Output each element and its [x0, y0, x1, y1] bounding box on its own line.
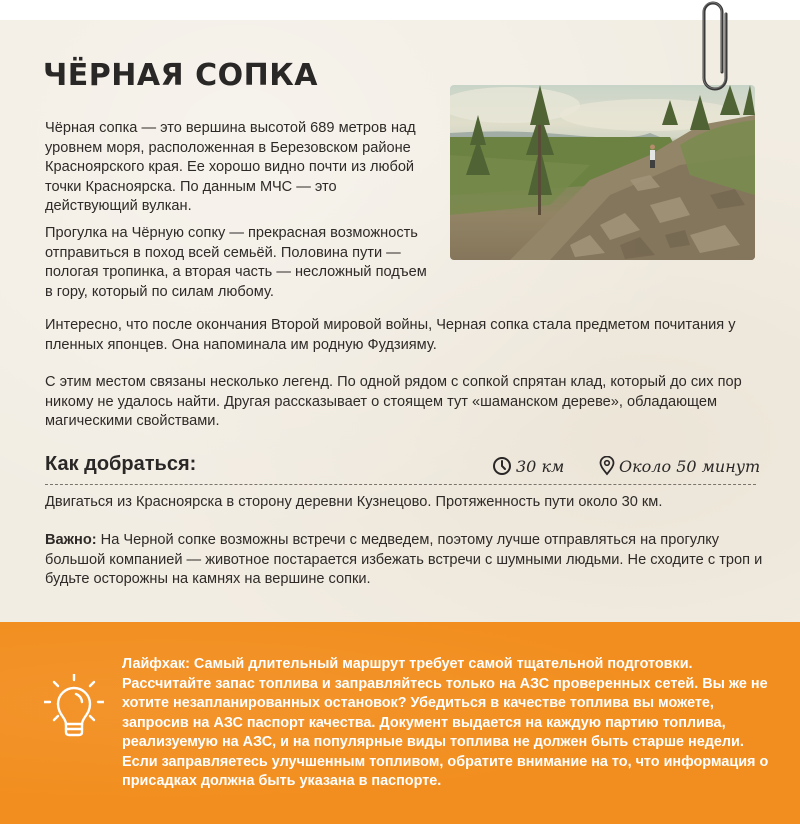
lightbulb-icon — [44, 674, 104, 749]
clock-icon — [492, 456, 512, 476]
lifehack-text: Лайфхак: Самый длительный маршрут требует самой тщательной подготовки. Рассчитайте запас топлива и заправляйтесь только на АЗС проверенных сетей. Вы же не хотите незапланированных остановок? Убедиться в качестве топлива вы можете, запросив на АЗС паспорт качества. Документ выдается на каждую партию топлива, реализуемую на АЗС, и на популярные виды топлива не должен быть старше недели. Если заправляетесь улучшенным топливом, обратите внимание на то, что информация о присадках должна быть указана в паспорте. — [122, 656, 769, 789]
legends-paragraph: С этим местом связаны несколько легенд. По одной рядом с сопкой спрятан клад, который до сих пор никому не удалось найти. Другая рассказывает о стоящем тут «шаманском дереве», обладающем магическими свойствами. — [45, 374, 742, 429]
distance-value: 30 км — [516, 456, 565, 476]
duration-value: Около 50 минут — [619, 456, 761, 476]
paperclip-icon — [700, 0, 740, 105]
important-text: На Черной сопке возможны встречи с медведем, поэтому лучше отправляться на прогулку большой компанией — животное постарается избежать встречи с шумными людьми. Не сходите с троп и будьте осторожны на камнях на вершине сопки. — [45, 532, 763, 587]
duration-info — [599, 456, 760, 476]
important-label: Важно: — [45, 532, 97, 548]
distance-info — [492, 456, 564, 476]
lifehack-banner — [0, 622, 800, 824]
history-paragraph: Интересно, что после окончания Второй мировой войны, Черная сопка стала предметом почитания у пленных японцев. Она напоминала им родную Фудзияму. — [45, 317, 736, 353]
walk-paragraph: Прогулка на Чёрную сопку — прекрасная возможность отправиться в поход всей семьёй. Половина пути — пологая тропинка, а вторая часть — несложный подъем в гору, который по силам любому. — [45, 225, 427, 300]
landscape-photo — [450, 85, 755, 260]
map-pin-icon — [599, 456, 615, 476]
page-title: ЧЁРНАЯ СОПКА — [43, 58, 318, 93]
article-card — [0, 20, 800, 622]
route-paragraph: Двигаться из Красноярска в сторону деревни Кузнецово. Протяженность пути около 30 км. — [45, 494, 663, 510]
intro-paragraph: Чёрная сопка — это вершина высотой 689 метров над уровнем моря, расположенная в Березовском районе Красноярского края. Ее хорошо видно почти из любой точки Красноярска. По данным МЧС — это действующий вулкан. — [45, 120, 416, 214]
directions-heading: Как добраться: — [45, 453, 197, 475]
important-paragraph — [45, 531, 765, 590]
dashed-divider — [45, 484, 756, 485]
